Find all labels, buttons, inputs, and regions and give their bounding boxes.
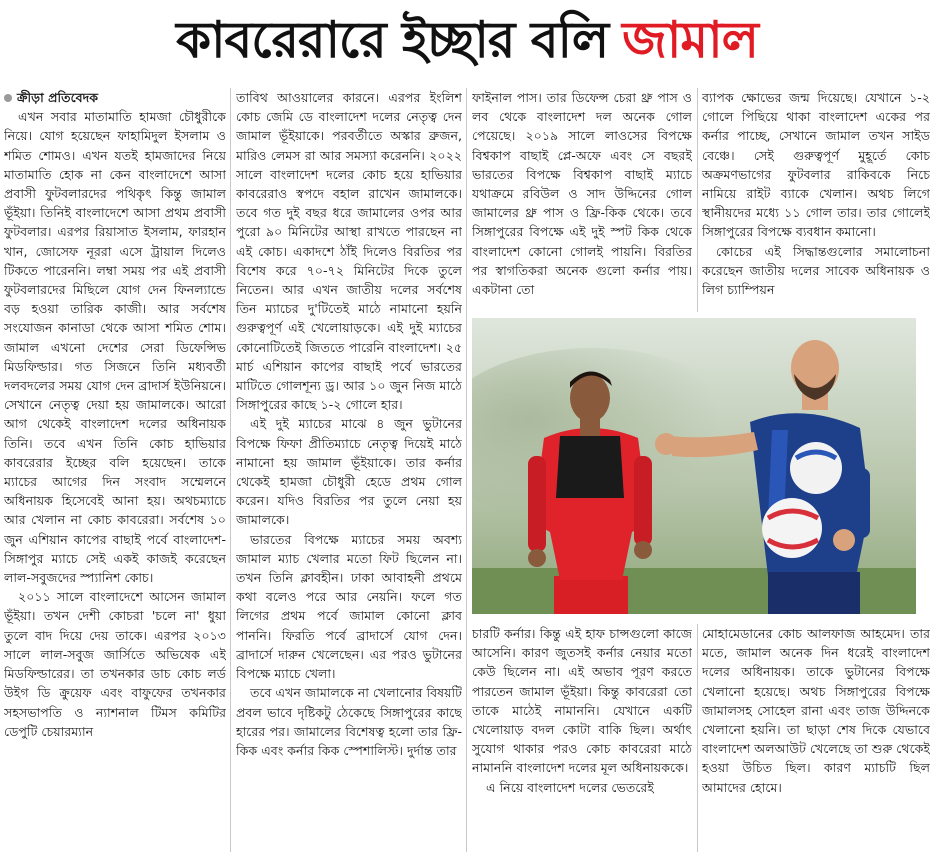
paragraph: চারটি কর্নার। কিন্তু এই হাফ চান্সগুলো কাজে আসেনি। কারণ জুতসই কর্নার নেয়ার মতো কেউ ছিলেন না। এই অভাব পূরণ করতে পারতেন জামাল ভূঁইয়া। কিন্তু কাবরেরা তো তাকে মাঠেই নামাননি। যেখানে একটি খেলোয়াড় বদল কোটা বাকি ছিল। অর্থাৎ সুযোগ থাকার পরও কোচ কাবরেরা মাঠে নামাননি বাংলাদেশ দলের মূল অধিনায়ককে। [472,626,692,776]
headline [0,0,934,80]
paragraph: ফাইনাল পাস। তার ডিফেন্স চেরা থ্রু পাস ও লব থেকে বাংলাদেশ দল অনেক গোল পেয়েছে। ২০১৯ সালে লাওসের বিপক্ষে বিশ্বকাপ বাছাই প্লে-অফে এবং সে বছরই ভারতের বিপক্ষে বিশ্বকাপ বাছাই ম্যাচে যথাক্রমে রবিউল ও সাদ উদ্দিনের গোল জামালের থ্রু পাস ও ফ্রি-কিক থেকে। তবে সিঙ্গাপুরের বিপক্ষে এই দুই স্পট কিক থেকে বাংলাদেশ কোনো গোলই পায়নি। বিরতির পর স্বাগতিকরা অনেক গুলো কর্নার পায়। একটানা তো [472,90,692,298]
headline-black: কাবরেরারে ইচ্ছার বলি [176,11,609,69]
paragraph: কোচের এই সিদ্ধান্তগুলোর সমালোচনা করেছেন জাতীয় দলের সাবেক অধিনায়ক ও লিগ চ্যাম্পিয়ন [702,243,930,298]
column-rule [697,88,698,312]
article-column-1 [4,88,226,852]
article-column-4 [702,88,930,312]
article-column-2 [236,88,462,838]
article-photo [472,318,916,614]
paragraph: ব্যাপক ক্ষোভের জন্ম দিয়েছে। যেখানে ১-২ গোলে পিছিয়ে থাকা বাংলাদেশ একের পর কর্নার পাচ্ছে, সেখানে জামাল তখন সাইড বেঞ্চে। সেই গুরুত্বপূর্ণ মুহূর্তে কোচ অক্রমণভাগের ফুটবলার রাকিবকে নিচে নামিয়ে রাইট ব্যাকে খেলান। অথচ লিগে স্থানীয়দের মধ্যে ১১ গোল তার। তার গোলেই সিঙ্গাপুরের বিপক্ষে ব্যবধান কমানো। [702,90,930,240]
bullet-icon [4,94,12,102]
paragraph: তবে এখন জামালকে না খেলানোর বিষয়টি প্রবল ভাবে দৃষ্টিকটু ঠেকেছে সিঙ্গাপুরের কাছে হারের পর। জামালের বিশেষত্ব হলো তার ফ্রি-কিক এবং কর্নার কিক স্পেশালিস্ট। দুর্দান্ত তার [236,685,462,758]
byline-text: ক্রীড়া প্রতিবেদক [17,90,99,105]
article-column-3-continued [472,624,692,852]
paragraph: এখন সবার মাতামাতি হামজা চৌধুরীকে নিয়ে। যোগ হয়েছেন ফাহামিদুল ইসলাম ও শমিত শোমও। এখন যতই হামজাদের নিয়ে মাতামাতি হোক না কেন বাংলাদেশে আসা প্রবাসী ফুটবলারদের পথিকৃৎ কিন্তু জামাল ভূঁইয়া। তিনিই বাংলাদেশে আসা প্রথম প্রবাসী ফুটবলার। এরপর রিয়াসাত ইসলাম, ফারহান খান, জোসেফ নূররা এসে ট্রায়াল দিলেও টিকতে পারেননি। লম্বা সময় পর এই প্রবাসী ফুটবলারদের মিছিলে যোগ দেন ফিনল্যান্ডে বড় হওয়া তারিক কাজী। আর সর্বশেষ সংযোজন কানাডা থেকে আসা শমিত শোম। জামাল এখনো দেশের সেরা ডিফেন্সিভ মিডফিল্ডার। গত সিজনে তিনি মধ্যবর্তী দলবদলের সময় যোগ দেন ব্রাদার্স ইউনিয়নে। সেখানে নেতৃত্ব দেয়া হয় জামালকে। আরো আগ থেকেই বাংলাদেশ দলের অধিনায়ক তিনি। তবে এখন তিনি কোচ হাভিয়ার কাবরেরার ইচ্ছের বলি হয়েছেন। তাকে ম্যাচের আগের দিন সংবাদ সম্মেলনে অধিনায়ক হিসেবেই আনা হয়। অথচম্যাচে আর খেলান না কোচ কাবরেরা। সর্বশেষ ১০ জুন এশিয়ান কাপের বাছাই পর্বে বাংলাদেশ-সিঙ্গাপুর ম্যাচে সেই একই কাজই করেছেন লাল-সবুজদের স্প্যানিশ কোচ। [4,109,226,586]
column-rule [230,88,231,852]
column-rule [466,88,467,852]
paragraph: ভারতের বিপক্ষে ম্যাচের সময় অবশ্য জামাল ম্যাচ খেলার মতো ফিট ছিলেন না। তখন তিনি ক্লাবহীন। ঢাকা আবাহনী প্রথমে কথা বলেও পরে আর নেয়নি। ফলে গত লিগের প্রথম পর্বে জামাল কোনো ক্লাব পাননি। ফিরতি পর্বে ব্রাদার্সে যোগ দেন। ব্রাদার্সে দারুন খেলেছেন। এর পরও ভুটানের বিপক্ষে ম্যাচে খেলা। [236,531,462,682]
paragraph: ২০১১ সালে বাংলাদেশে আসেন জামাল ভূঁইয়া। তখন দেশী কোচরা 'চলে না' ধুয়া তুলে বাদ দিয়ে দেয় তাকে। এরপর ২০১৩ সালে লাল-সবুজ জার্সিতে অভিষেক এই মিডফিল্ডারের। তা তখনকার ডাচ কোচ লর্ড উইগ ডি ক্রুয়েফ এবং বাফুফের তখনকার সহসভাপতি ও ন্যাশনাল টিমস কমিটির ডেপুটি চেয়ারম্যান [4,589,226,739]
paragraph: এ নিয়ে বাংলাদেশ দলের ভেতরেই [486,779,654,795]
paragraph: মোহামেডানের কোচ আলফাজ আহমেদ। তার মতে, জামাল অনেক দিন ধরেই বাংলাদেশ দলের অধিনায়ক। তাকে ভুটানের বিপক্ষে খেলানো হয়েছে। অথচ সিঙ্গাপুরের বিপক্ষে জামালসহ সোহেল রানা এবং তাজ উদ্দিনকে খেলানো হয়নি। তা ছাড়া শেষ দিকে যেভাবে বাংলাদেশ অলআউট খেলেছে তা শুরু থেকেই হওয়া উচিত ছিল। কারণ ম্যাচটি ছিল আমাদের হোমে। [702,626,930,795]
headline-red: জামাল [622,11,758,69]
article-column-3 [472,88,692,312]
column-rule [697,624,698,852]
paragraph: এই দুই ম্যাচের মাঝে ৪ জুন ভুটানের বিপক্ষে ফিফা প্রীতিম্যাচে নেতৃত্ব দিয়েই মাঠে নামানো হয় জামাল ভূঁইয়াকে। তার কর্নার থেকেই হামজা চৌধুরী হেডে প্রথম গোল করেন। যদিও বিরতির পর তুলে নেয়া হয় জামালকে। [236,416,462,528]
byline [4,88,226,107]
paragraph: তাবিথ আওয়ালের কারনে। এরপর ইংলিশ কোচ জেমি ডে বাংলাদেশ দলের নেতৃত্ব দেন জামাল ভূঁইয়াকে। পরবর্তীতে অস্কার ব্রুজন, মারিও লেমস রা আর সমস্যা করেননি। ২০২২ সালে বাংলাদেশ দলের কোচ হয়ে হাভিয়ার কাবরেরাও স্বপদে বহাল রাখেন জামালকে। তবে গত দুই বছর ধরে জামালের ওপর আর পুরো ৯০ মিনিটের আস্থা রাখতে পারছেন না এই কোচ। একাদশে ঠাঁই দিলেও বিরতির পর বিশেষ করে ৭০-৭২ মিনিটের দিকে তুলে নিতেন। আর এখন জাতীয় দলের সর্বশেষ তিন ম্যাচের দু'টিতেই মাঠে নামানো হয়নি গুরুত্বপূর্ণ এই খেলোয়াড়কে। এই দুই ম্যাচের কোনোটিতেই জিততে পারেনি বাংলাদেশ। ২৫ মার্চ এশিয়ান কাপের বাছাই পর্বে ভারতের মাটিতে গোলশূন্য ড্র। আর ১০ জুন নিজ মাঠে সিঙ্গাপুরের কাছে ১-২ গোলে হার। [236,90,462,413]
article-column-4-continued [702,624,930,852]
